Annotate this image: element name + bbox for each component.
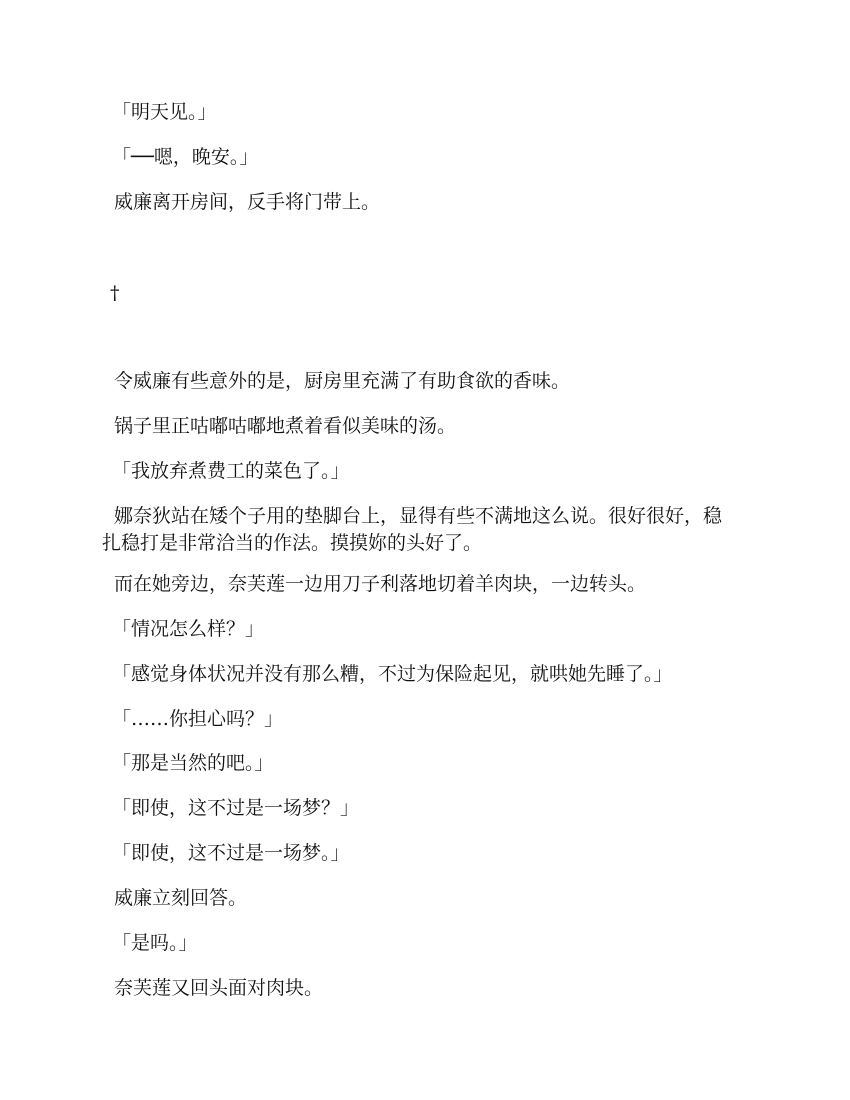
narration-paragraph: 而在她旁边，奈芙莲一边用刀子利落地切着羊肉块，一边转头。	[114, 573, 647, 595]
dialogue-line: 「情况怎么样？」	[112, 618, 265, 640]
dialogue-line: 「那是当然的吧。」	[112, 752, 274, 774]
narration-paragraph: 娜奈狄站在矮个子用的垫脚台上，显得有些不满地这么说。很好很好，稳扎稳打是非常洽当的作法。摸摸妳的头好了。	[102, 505, 723, 554]
narration-paragraph: 奈芙莲又回头面对肉块。	[114, 977, 324, 999]
dialogue-line: 「我放弃煮费工的菜色了。」	[112, 460, 350, 482]
narration-paragraph: 威廉离开房间，反手将门带上。	[114, 191, 381, 213]
dialogue-line: 「明天见。」	[112, 101, 217, 123]
dialogue-line: 「即使，这不过是一场梦？」	[112, 797, 360, 819]
narration-paragraph: 威廉立刻回答。	[114, 887, 248, 909]
dialogue-line: 「即使，这不过是一场梦。」	[112, 842, 350, 864]
dialogue-line: 「感觉身体状况并没有那么糟，不过为保险起见，就哄她先睡了。」	[112, 663, 673, 685]
dialogue-line: 「……你担心吗？」	[112, 708, 284, 730]
narration-paragraph: 令威廉有些意外的是，厨房里充满了有助食欲的香味。	[114, 370, 571, 392]
narration-paragraph: 锅子里正咕嘟咕嘟地煮着看似美味的汤。	[114, 415, 457, 437]
section-break-dagger: †	[110, 282, 120, 304]
dialogue-line: 「──嗯，晚安。」	[112, 146, 259, 168]
dialogue-line: 「是吗。」	[112, 932, 198, 954]
